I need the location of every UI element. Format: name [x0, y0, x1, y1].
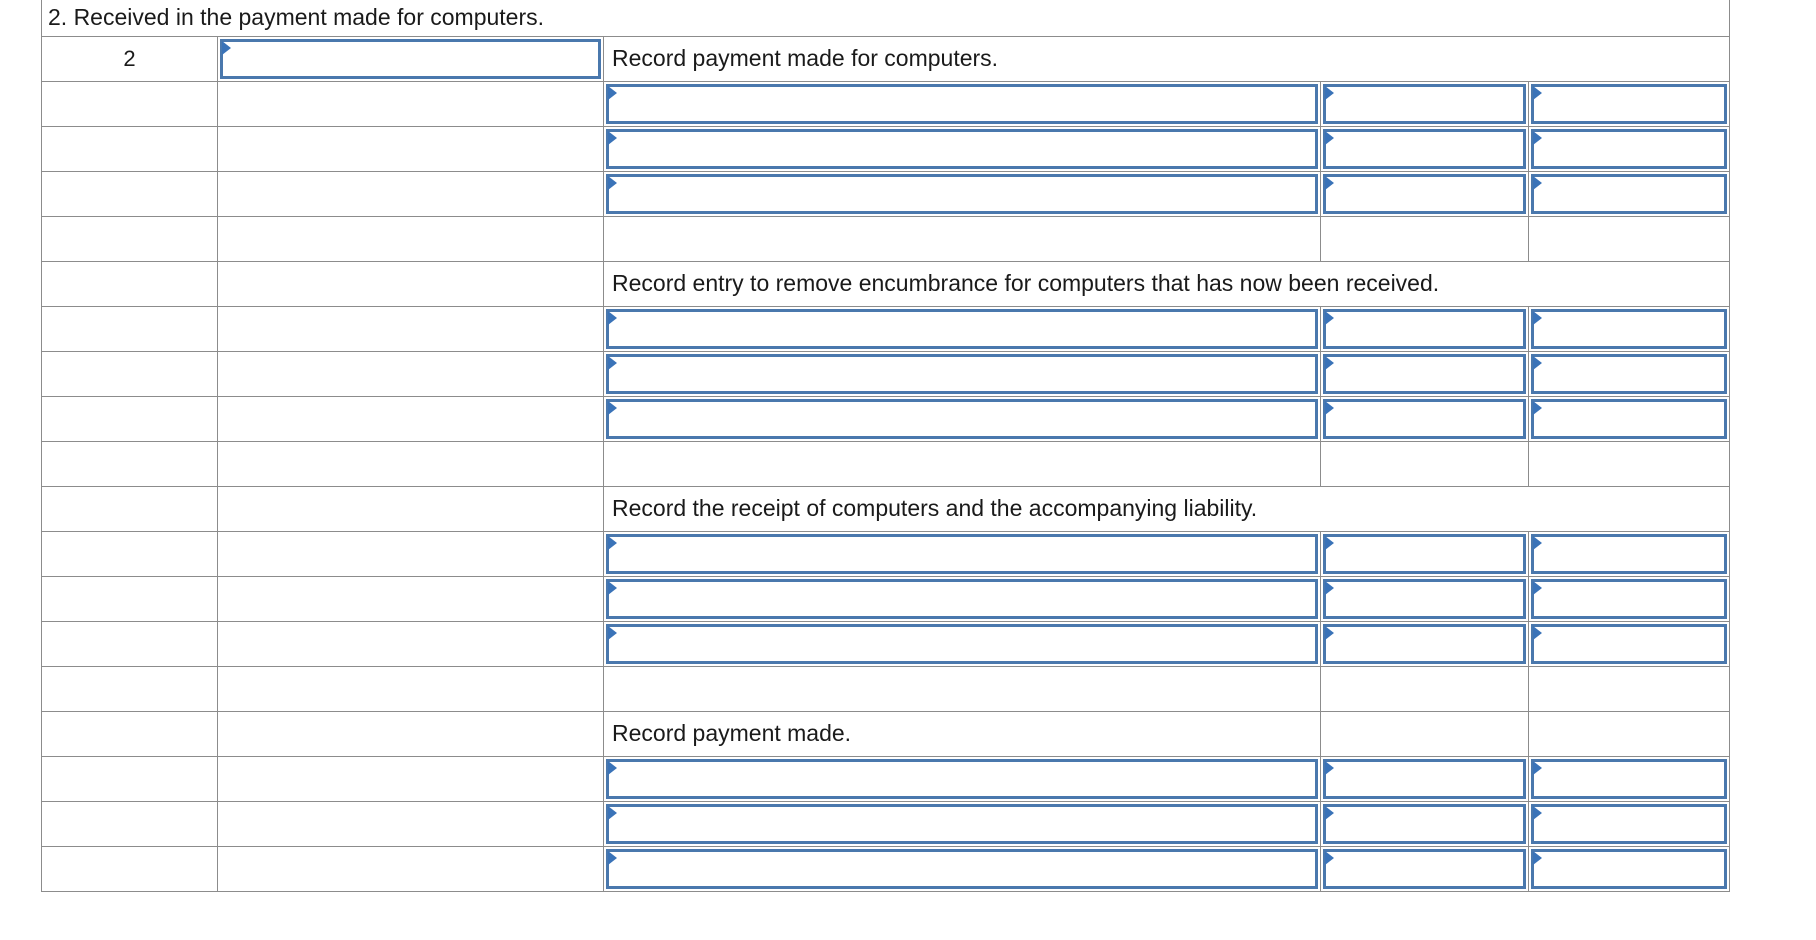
- blank-cell: [218, 621, 604, 666]
- debit-cell[interactable]: [1321, 351, 1529, 396]
- entry-row: [42, 81, 1730, 126]
- blank-cell: [218, 261, 604, 306]
- account-cell[interactable]: [604, 396, 1321, 441]
- blank-cell: [218, 126, 604, 171]
- debit-input[interactable]: [1323, 174, 1526, 214]
- debit-input[interactable]: [1323, 534, 1526, 574]
- blank-cell: [218, 846, 604, 891]
- credit-input[interactable]: [1531, 174, 1727, 214]
- instruction-text: Record entry to remove encumbrance for computers that has now been received.: [604, 261, 1730, 306]
- blank-cell: [42, 261, 218, 306]
- transaction-number: 2: [42, 36, 218, 81]
- instruction-text: Record payment made for computers.: [604, 36, 1730, 81]
- entry-row: [42, 801, 1730, 846]
- credit-cell[interactable]: [1529, 531, 1730, 576]
- blank-cell: [1529, 441, 1730, 486]
- debit-input[interactable]: [1323, 624, 1526, 664]
- title-row: [42, 0, 1730, 36]
- entry-row: [42, 621, 1730, 666]
- debit-input[interactable]: [1323, 579, 1526, 619]
- blank-cell: [42, 756, 218, 801]
- debit-input[interactable]: [1323, 804, 1526, 844]
- blank-cell: [218, 216, 604, 261]
- credit-input[interactable]: [1531, 84, 1727, 124]
- blank-cell: [218, 441, 604, 486]
- blank-cell: [218, 351, 604, 396]
- debit-input[interactable]: [1323, 309, 1526, 349]
- blank-cell: [1321, 216, 1529, 261]
- credit-input[interactable]: [1531, 399, 1727, 439]
- account-dropdown[interactable]: [606, 174, 1318, 214]
- instruction-text: Record payment made.: [604, 711, 1321, 756]
- blank-cell: [1321, 711, 1529, 756]
- blank-cell: [1529, 711, 1730, 756]
- entry-row: [42, 351, 1730, 396]
- blank-cell: [218, 756, 604, 801]
- credit-input[interactable]: [1531, 804, 1727, 844]
- entry-row: [42, 531, 1730, 576]
- account-dropdown[interactable]: [606, 129, 1318, 169]
- account-dropdown[interactable]: [606, 399, 1318, 439]
- credit-input[interactable]: [1531, 354, 1727, 394]
- credit-input[interactable]: [1531, 624, 1727, 664]
- blank-cell: [1321, 666, 1529, 711]
- debit-cell[interactable]: [1321, 801, 1529, 846]
- credit-input[interactable]: [1531, 579, 1727, 619]
- credit-cell[interactable]: [1529, 756, 1730, 801]
- instruction-text: Record the receipt of computers and the accompanying liability.: [604, 486, 1730, 531]
- credit-cell[interactable]: [1529, 306, 1730, 351]
- instruction-row: [42, 711, 1730, 756]
- blank-cell: [218, 396, 604, 441]
- date-dropdown[interactable]: [220, 39, 601, 79]
- entry-row: [42, 306, 1730, 351]
- instruction-row: [42, 261, 1730, 306]
- blank-cell: [218, 576, 604, 621]
- account-dropdown[interactable]: [606, 84, 1318, 124]
- credit-cell[interactable]: [1529, 801, 1730, 846]
- account-cell[interactable]: [604, 756, 1321, 801]
- blank-cell: [604, 441, 1321, 486]
- debit-cell[interactable]: [1321, 576, 1529, 621]
- blank-cell: [42, 126, 218, 171]
- blank-cell: [42, 441, 218, 486]
- debit-input[interactable]: [1323, 84, 1526, 124]
- blank-cell: [42, 81, 218, 126]
- blank-cell: [218, 801, 604, 846]
- blank-cell: [42, 216, 218, 261]
- entry-row: [42, 756, 1730, 801]
- question-title: 2. Received in the payment made for computers.: [42, 0, 1730, 36]
- entry-row: [42, 126, 1730, 171]
- account-cell[interactable]: [604, 531, 1321, 576]
- instruction-row: [42, 486, 1730, 531]
- blank-cell: [42, 711, 218, 756]
- debit-cell[interactable]: [1321, 171, 1529, 216]
- account-dropdown[interactable]: [606, 624, 1318, 664]
- blank-row: [42, 216, 1730, 261]
- debit-input[interactable]: [1323, 759, 1526, 799]
- blank-cell: [218, 171, 604, 216]
- instruction-row: [42, 36, 1730, 81]
- credit-input[interactable]: [1531, 309, 1727, 349]
- date-cell[interactable]: [218, 36, 604, 81]
- blank-cell: [42, 801, 218, 846]
- debit-cell[interactable]: [1321, 846, 1529, 891]
- account-dropdown[interactable]: [606, 849, 1318, 889]
- debit-cell[interactable]: [1321, 531, 1529, 576]
- account-dropdown[interactable]: [606, 354, 1318, 394]
- debit-input[interactable]: [1323, 399, 1526, 439]
- account-dropdown[interactable]: [606, 579, 1318, 619]
- credit-cell[interactable]: [1529, 351, 1730, 396]
- account-cell[interactable]: [604, 351, 1321, 396]
- blank-cell: [218, 711, 604, 756]
- blank-cell: [1321, 441, 1529, 486]
- blank-cell: [42, 306, 218, 351]
- blank-cell: [42, 396, 218, 441]
- account-dropdown[interactable]: [606, 759, 1318, 799]
- account-dropdown[interactable]: [606, 804, 1318, 844]
- credit-cell[interactable]: [1529, 621, 1730, 666]
- entry-row: [42, 846, 1730, 891]
- debit-cell[interactable]: [1321, 396, 1529, 441]
- blank-cell: [218, 306, 604, 351]
- account-cell[interactable]: [604, 801, 1321, 846]
- credit-cell[interactable]: [1529, 396, 1730, 441]
- credit-cell[interactable]: [1529, 846, 1730, 891]
- account-cell[interactable]: [604, 576, 1321, 621]
- credit-cell[interactable]: [1529, 81, 1730, 126]
- blank-cell: [1529, 666, 1730, 711]
- blank-cell: [42, 666, 218, 711]
- blank-cell: [218, 531, 604, 576]
- blank-row: [42, 441, 1730, 486]
- entry-row: [42, 171, 1730, 216]
- account-cell[interactable]: [604, 81, 1321, 126]
- blank-cell: [42, 171, 218, 216]
- entry-row: [42, 396, 1730, 441]
- blank-row: [42, 666, 1730, 711]
- debit-cell[interactable]: [1321, 306, 1529, 351]
- credit-cell[interactable]: [1529, 171, 1730, 216]
- blank-cell: [604, 216, 1321, 261]
- blank-cell: [604, 666, 1321, 711]
- account-cell[interactable]: [604, 306, 1321, 351]
- account-cell[interactable]: [604, 621, 1321, 666]
- debit-input[interactable]: [1323, 129, 1526, 169]
- blank-cell: [218, 666, 604, 711]
- credit-input[interactable]: [1531, 534, 1727, 574]
- credit-input[interactable]: [1531, 129, 1727, 169]
- debit-cell[interactable]: [1321, 621, 1529, 666]
- debit-input[interactable]: [1323, 354, 1526, 394]
- credit-cell[interactable]: [1529, 576, 1730, 621]
- blank-cell: [42, 621, 218, 666]
- debit-input[interactable]: [1323, 849, 1526, 889]
- credit-cell[interactable]: [1529, 126, 1730, 171]
- blank-cell: [218, 486, 604, 531]
- account-cell[interactable]: [604, 126, 1321, 171]
- blank-cell: [42, 531, 218, 576]
- blank-cell: [218, 81, 604, 126]
- debit-cell[interactable]: [1321, 126, 1529, 171]
- credit-input[interactable]: [1531, 759, 1727, 799]
- debit-cell[interactable]: [1321, 81, 1529, 126]
- credit-input[interactable]: [1531, 849, 1727, 889]
- entry-row: [42, 576, 1730, 621]
- account-dropdown[interactable]: [606, 534, 1318, 574]
- blank-cell: [42, 576, 218, 621]
- debit-cell[interactable]: [1321, 756, 1529, 801]
- journal-entry-table: [41, 0, 1730, 892]
- account-cell[interactable]: [604, 846, 1321, 891]
- account-cell[interactable]: [604, 171, 1321, 216]
- account-dropdown[interactable]: [606, 309, 1318, 349]
- blank-cell: [42, 351, 218, 396]
- blank-cell: [1529, 216, 1730, 261]
- blank-cell: [42, 846, 218, 891]
- blank-cell: [42, 486, 218, 531]
